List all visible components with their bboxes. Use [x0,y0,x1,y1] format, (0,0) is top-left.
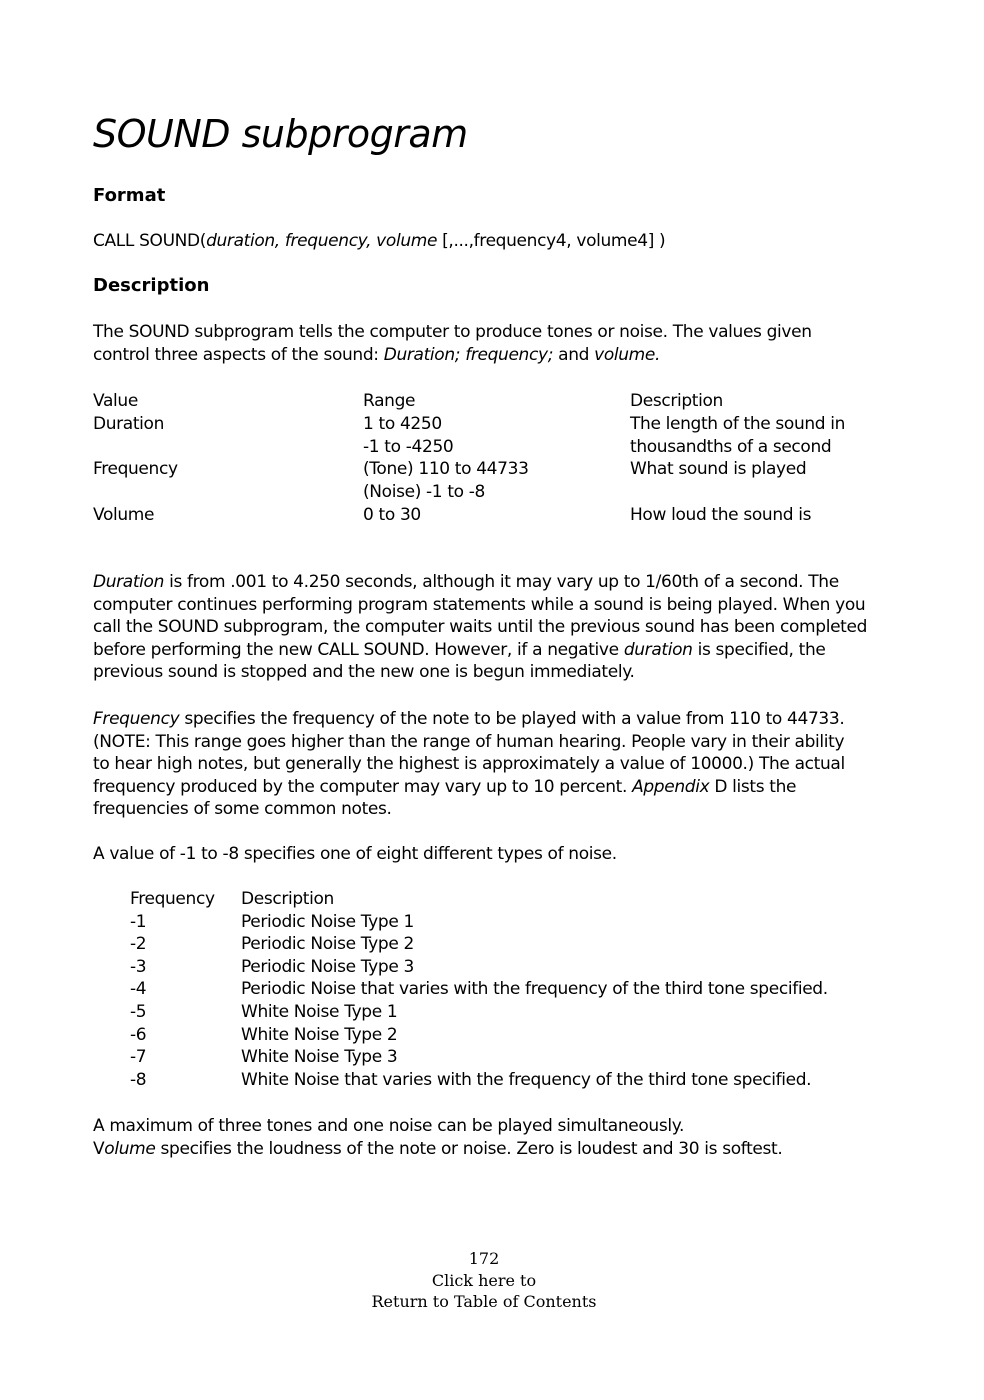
noise-frequency: -3 [130,956,147,977]
description-intro [93,321,812,366]
format-syntax [93,230,665,253]
header-range: Range [363,391,416,411]
noise-frequency: -1 [130,911,147,932]
frequency-line3: to hear high notes, but generally the highest is approximately a value of 10000.) The actual [93,754,845,775]
row-description [630,458,806,481]
row-range [363,413,453,459]
noise-frequency: -4 [130,979,147,1000]
noise-intro: A value of -1 to -8 specifies one of eight different types of noise. [93,844,617,864]
noise-description: White Noise Type 3 [241,1047,398,1068]
noise-description: White Noise that varies with the frequency of the third tone specified. [241,1069,812,1090]
range-line: -1 to -4250 [363,436,454,457]
noise-frequency: -5 [130,1001,147,1022]
duration-line4-suffix: is specified, the [692,639,826,660]
intro-line2-italic2: volume. [594,344,661,365]
intro-line2-prefix: control three aspects of the sound: [93,344,384,365]
row-description [630,413,845,459]
noise-description: White Noise Type 1 [241,1001,398,1022]
noise-description: White Noise Type 2 [241,1024,398,1045]
description-line: The length of the sound in [630,413,846,434]
description-heading: Description [93,275,210,296]
noise-description: Periodic Noise Type 1 [241,911,414,932]
range-line: 1 to 4250 [363,413,442,434]
volume-term: olume [104,1138,156,1159]
duration-term: Duration [93,572,165,592]
range-line: (Noise) -1 to -8 [363,482,485,503]
duration-line4-prefix: before performing the new CALL SOUND. However, if a negative [93,639,624,660]
closing-line2-prefix: V [93,1138,105,1159]
closing-paragraph [93,1115,782,1160]
format-call-args: duration, frequency, volume [206,231,438,251]
noise-frequency: -7 [130,1047,147,1068]
row-value: Duration [93,413,165,434]
frequency-line4-suffix: D lists the [709,776,797,797]
noise-description: Periodic Noise Type 2 [241,934,414,955]
noise-frequency: -2 [130,934,147,955]
frequency-line1: specifies the frequency of the note to be played with a value from 110 to 44733. [179,709,845,729]
noise-frequency: -6 [130,1024,147,1045]
row-range: 0 to 30 [363,504,421,525]
frequency-line5: frequencies of some common notes. [93,799,392,820]
intro-line2-mid: and [553,344,595,365]
format-call-suffix: [,...,frequency4, volume4] ) [437,231,666,251]
noise-frequency: -8 [130,1069,147,1090]
toc-link-line2[interactable]: Return to Table of Contents [371,1292,597,1311]
frequency-line4-prefix: frequency produced by the computer may vary up to 10 percent. [93,776,633,797]
format-heading: Format [93,185,166,206]
header-description: Description [630,391,723,411]
frequency-term: Frequency [93,709,180,729]
intro-line2-italic: Duration; frequency; [383,344,554,365]
header-description: Description [241,889,334,909]
toc-link[interactable] [0,1270,968,1312]
frequency-paragraph [93,708,845,821]
duration-line3: call the SOUND subprogram, the computer waits until the previous sound has been completed [93,617,868,638]
row-value: Volume [93,504,155,525]
duration-line4-italic: duration [623,639,693,660]
row-description: How loud the sound is [630,504,812,525]
closing-line2-rest: specifies the loudness of the note or noise. Zero is loudest and 30 is softest. [155,1138,783,1159]
page-title: SOUND subprogram [93,112,468,156]
appendix-term: Appendix [632,776,710,797]
range-line: (Tone) 110 to 44733 [363,459,529,480]
header-value: Value [93,391,138,411]
row-value: Frequency [93,459,178,480]
duration-line5: previous sound is stopped and the new one is begun immediately. [93,662,635,683]
description-line: What sound is played [630,459,807,480]
duration-paragraph [93,571,867,684]
duration-line1: is from .001 to 4.250 seconds, although it may vary up to 1/60th of a second. The [164,572,839,592]
description-line: thousandths of a second [630,436,832,457]
toc-link-line1[interactable]: Click here to [431,1271,537,1290]
noise-description: Periodic Noise that varies with the frequency of the third tone specified. [241,979,828,1000]
format-call-prefix: CALL SOUND( [93,231,207,251]
frequency-line2: (NOTE: This range goes higher than the range of human hearing. People vary in their ability [93,731,845,752]
closing-line1: A maximum of three tones and one noise can be played simultaneously. [93,1116,685,1136]
duration-line2: computer continues performing program statements while a sound is being played. When you [93,594,866,615]
row-range [363,458,529,504]
intro-line1: The SOUND subprogram tells the computer to produce tones or noise. The values given [93,322,812,342]
page-number: 172 [468,1249,500,1268]
noise-description: Periodic Noise Type 3 [241,956,414,977]
header-frequency: Frequency [130,889,215,909]
